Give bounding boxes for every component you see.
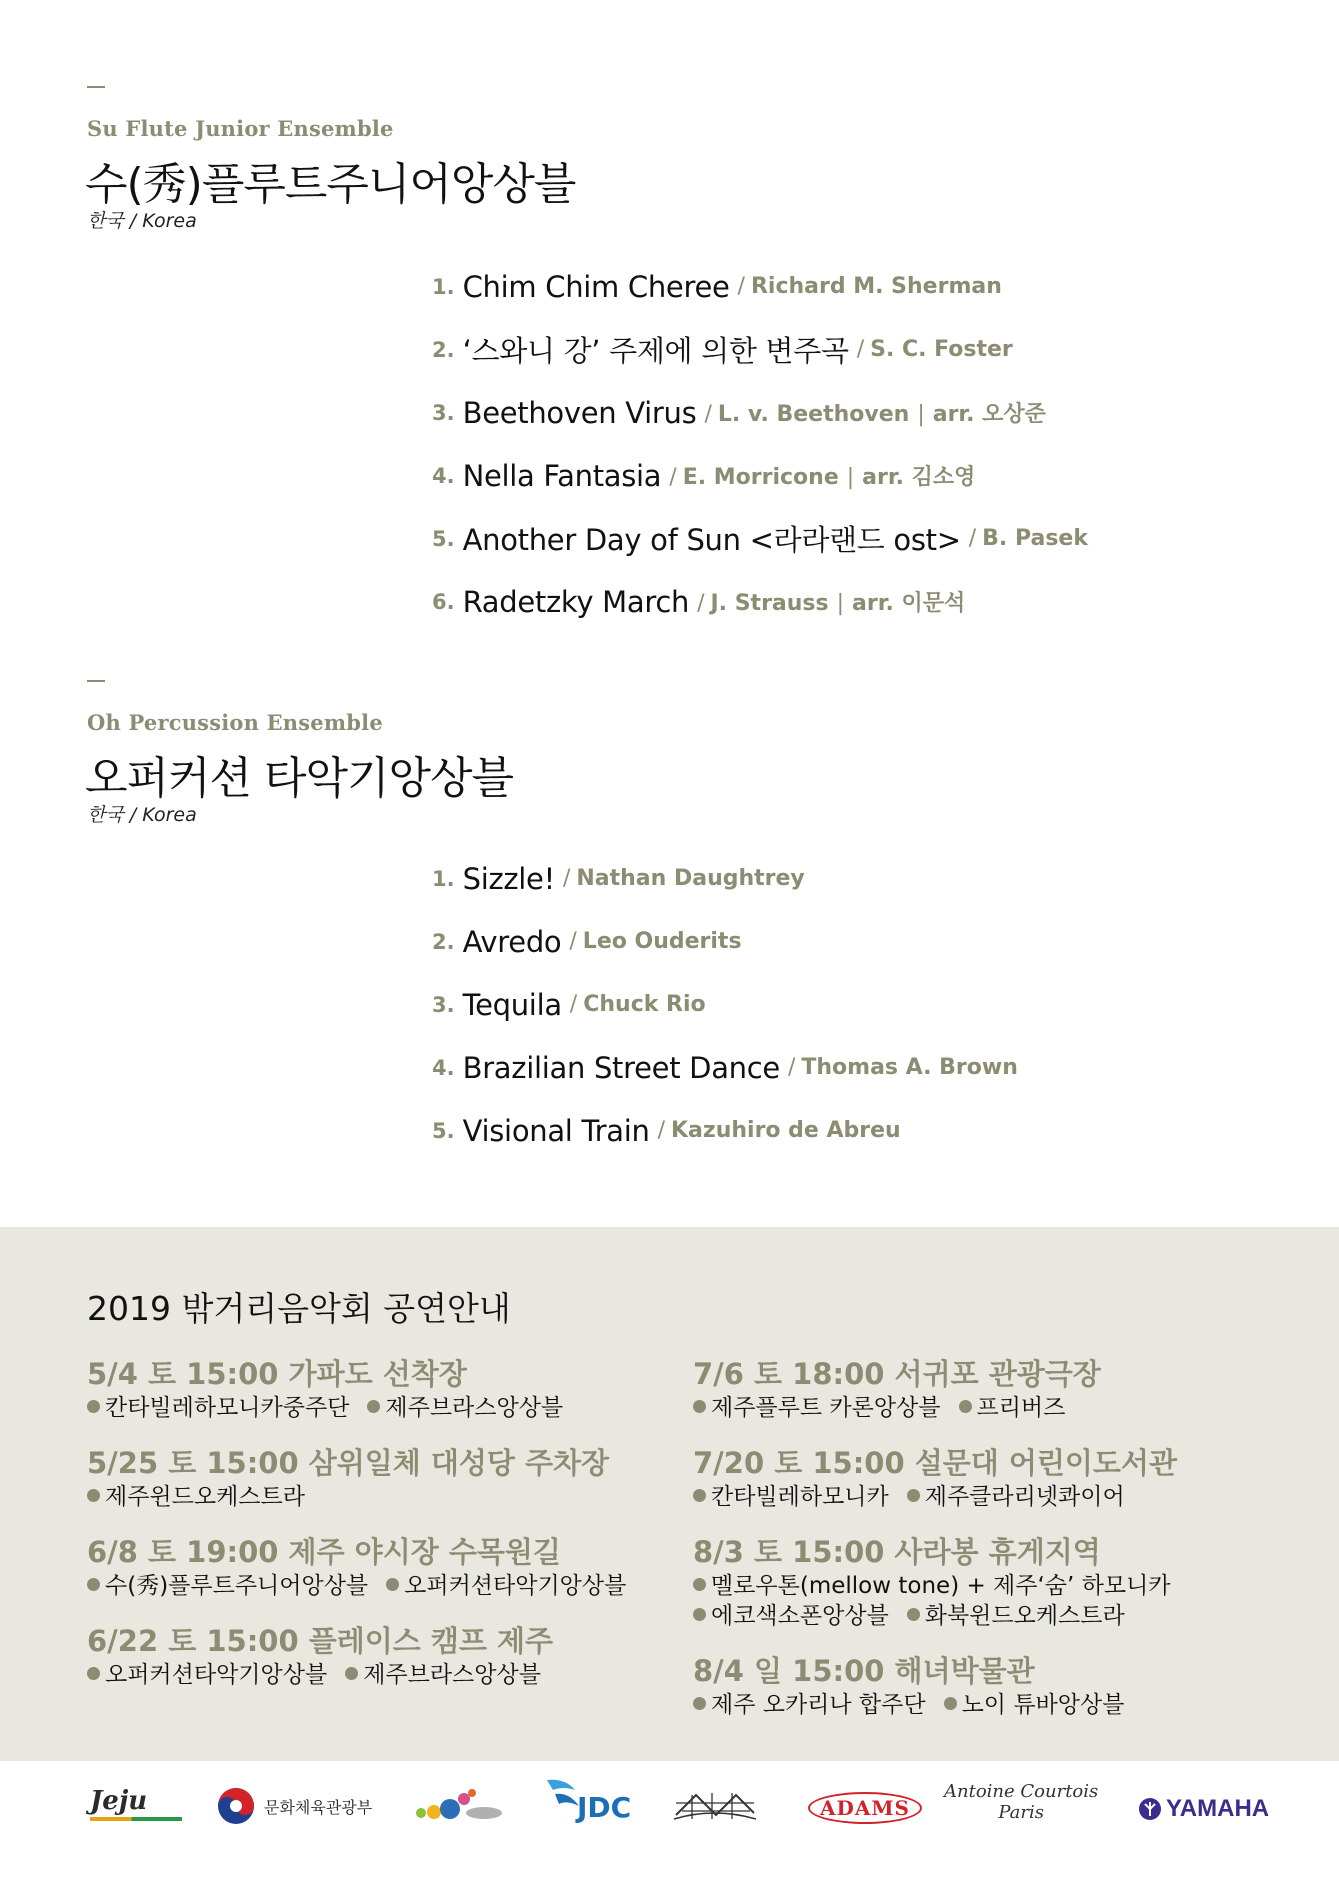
program-title: Nella Fantasia bbox=[462, 458, 662, 493]
performer-name: 수(秀)플루트주니어앙상블 bbox=[87, 1571, 368, 1601]
performer-name: 제주윈드오케스트라 bbox=[87, 1482, 305, 1512]
ensemble-2-korean-name: 오퍼커션 타악기앙상블 bbox=[85, 753, 514, 804]
credit-slash: / bbox=[697, 591, 705, 616]
program-arranger: arr. 김소영 bbox=[862, 465, 976, 490]
credit-slash: / bbox=[787, 1055, 796, 1080]
program-item bbox=[432, 847, 1018, 910]
color-dots-logo bbox=[412, 1785, 508, 1825]
sponsor-logo-bar bbox=[0, 1761, 1339, 1890]
section-divider-dash bbox=[87, 680, 105, 682]
program-title: Tequila bbox=[462, 987, 562, 1022]
program-item bbox=[432, 570, 1088, 633]
jeju-logo-underline bbox=[90, 1817, 182, 1821]
schedule-right-column bbox=[693, 1355, 1189, 1741]
schedule-entry bbox=[693, 1533, 1189, 1631]
program-number: 3. bbox=[432, 400, 455, 425]
schedule-date-venue: 7/6 토 18:00 서귀포 관광극장 bbox=[693, 1357, 1101, 1391]
program-composer: J. Strauss bbox=[710, 591, 829, 616]
credit-slash: / bbox=[562, 866, 571, 891]
program-title: Another Day of Sun <라라랜드 ost> bbox=[462, 523, 961, 557]
performer-name: 제주브라스앙상블 bbox=[367, 1393, 563, 1423]
schedule-performers bbox=[693, 1571, 1189, 1601]
performer-name: 멜로우톤(mellow tone) + 제주‘숨’ 하모니카 bbox=[693, 1571, 1171, 1601]
program-composer: Chuck Rio bbox=[583, 992, 706, 1017]
program-item bbox=[432, 1099, 1018, 1162]
brass-ensemble-logo bbox=[672, 1789, 758, 1823]
taegeuk-icon bbox=[217, 1787, 255, 1825]
antoine-paris-text: Paris bbox=[998, 1802, 1044, 1823]
performer-name: 오퍼커션타악기앙상블 bbox=[87, 1660, 327, 1690]
schedule-performers bbox=[87, 1393, 644, 1423]
program-item bbox=[432, 381, 1088, 444]
program-item bbox=[432, 444, 1088, 507]
program-composer: B. Pasek bbox=[982, 526, 1088, 551]
schedule-performers bbox=[87, 1571, 644, 1601]
credit-separator: | bbox=[917, 402, 925, 427]
antoine-courtois-logo bbox=[944, 1781, 1098, 1823]
ensemble-1-korean-name: 수(秀)플루트주니어앙상블 bbox=[85, 159, 576, 210]
program-item bbox=[432, 507, 1088, 570]
program-number: 1. bbox=[432, 866, 455, 891]
program-credit bbox=[697, 586, 965, 617]
program-credit bbox=[738, 274, 1002, 299]
schedule-performers bbox=[87, 1660, 644, 1690]
program-composer: S. C. Foster bbox=[870, 337, 1013, 362]
ministry-name: 문화체육관광부 bbox=[264, 1797, 373, 1817]
credit-slash: / bbox=[968, 526, 977, 551]
program-title: Radetzky March bbox=[462, 584, 690, 619]
schedule-entry bbox=[87, 1355, 644, 1423]
program-credit bbox=[658, 1118, 901, 1143]
tuning-fork-icon bbox=[1138, 1797, 1162, 1821]
credit-slash: / bbox=[704, 402, 712, 427]
credit-separator: | bbox=[846, 465, 855, 490]
program-arranger: arr. 이문석 bbox=[852, 591, 966, 616]
schedule-entry bbox=[87, 1622, 644, 1690]
program-number: 4. bbox=[432, 1055, 455, 1080]
schedule-performers bbox=[693, 1601, 1189, 1631]
performer-name: 제주브라스앙상블 bbox=[345, 1660, 541, 1690]
schedule-date-venue: 5/25 토 15:00 삼위일체 대성당 주차장 bbox=[87, 1446, 610, 1480]
program-item bbox=[432, 1036, 1018, 1099]
performer-name: 노이 튜바앙상블 bbox=[944, 1690, 1125, 1720]
program-composer: Nathan Daughtrey bbox=[576, 866, 805, 891]
program-composer: L. v. Beethoven bbox=[717, 402, 910, 427]
yamaha-text: YAMAHA bbox=[1166, 1795, 1270, 1822]
program-title: Avredo bbox=[462, 924, 562, 959]
performer-name: 칸타빌레하모니카중주단 bbox=[87, 1393, 349, 1423]
adams-logo bbox=[808, 1792, 922, 1824]
performer-name: 칸타빌레하모니카 bbox=[693, 1482, 889, 1512]
program-credit bbox=[570, 992, 706, 1017]
credit-slash: / bbox=[569, 992, 578, 1017]
schedule-performers bbox=[693, 1393, 1189, 1423]
jeju-logo-text: Jeju bbox=[90, 1786, 148, 1816]
program-number: 5. bbox=[432, 1118, 455, 1143]
performer-name: 오퍼커션타악기앙상블 bbox=[386, 1571, 626, 1601]
performer-name: 제주클라리넷콰이어 bbox=[907, 1482, 1125, 1512]
program-number: 6. bbox=[432, 589, 455, 614]
schedule-date-venue: 6/8 토 19:00 제주 야시장 수목원길 bbox=[87, 1535, 561, 1569]
ensemble-1-country: 한국 / Korea bbox=[87, 210, 197, 232]
schedule-heading: 2019 밖거리음악회 공연안내 bbox=[87, 1289, 511, 1328]
program-title: ‘스와니 강’ 주제에 의한 변주곡 bbox=[462, 334, 849, 368]
program-credit bbox=[669, 460, 975, 491]
performer-name: 에코색소폰앙상블 bbox=[693, 1601, 889, 1631]
schedule-entry bbox=[87, 1444, 644, 1512]
schedule-left-column bbox=[87, 1355, 644, 1711]
schedule-date-venue: 8/4 일 15:00 해녀박물관 bbox=[693, 1654, 1035, 1688]
credit-slash: / bbox=[856, 337, 865, 362]
antoine-courtois-text: Antoine Courtois bbox=[944, 1781, 1099, 1802]
credit-separator: | bbox=[836, 591, 845, 616]
performer-name: 제주플루트 카론앙상블 bbox=[693, 1393, 941, 1423]
program-credit bbox=[788, 1055, 1018, 1080]
program-number: 1. bbox=[432, 274, 455, 299]
program-item bbox=[432, 910, 1018, 973]
credit-slash: / bbox=[669, 465, 677, 490]
ensemble-2-english-name: Oh Percussion Ensemble bbox=[87, 710, 383, 735]
schedule-date-venue: 6/22 토 15:00 플레이스 캠프 제주 bbox=[87, 1624, 554, 1658]
performer-name: 화북윈드오케스트라 bbox=[907, 1601, 1125, 1631]
program-composer: Thomas A. Brown bbox=[801, 1055, 1018, 1080]
program-credit bbox=[857, 337, 1013, 362]
program-composer: Richard M. Sherman bbox=[750, 274, 1002, 299]
credit-slash: / bbox=[569, 929, 577, 954]
jdc-logo bbox=[545, 1771, 631, 1824]
color-dots-icon bbox=[412, 1785, 508, 1825]
program-credit bbox=[704, 397, 1045, 428]
adams-text: ADAMS bbox=[808, 1792, 922, 1824]
ensemble-2-program-list bbox=[432, 847, 1018, 1162]
program-title: Chim Chim Cheree bbox=[462, 269, 730, 304]
ensemble-2-country: 한국 / Korea bbox=[87, 804, 197, 826]
program-credit bbox=[563, 866, 805, 891]
program-credit bbox=[969, 526, 1088, 551]
schedule-entry bbox=[693, 1652, 1189, 1720]
program-composer: E. Morricone bbox=[682, 465, 839, 490]
ministry-logo bbox=[217, 1787, 372, 1825]
yamaha-logo bbox=[1138, 1795, 1269, 1823]
program-item bbox=[432, 973, 1018, 1036]
performer-name: 프리버즈 bbox=[959, 1393, 1066, 1423]
program-credit bbox=[569, 929, 741, 954]
credit-slash: / bbox=[737, 274, 745, 299]
program-number: 2. bbox=[432, 337, 455, 362]
schedule-performers bbox=[87, 1482, 644, 1512]
schedule-performers bbox=[693, 1482, 1189, 1512]
schedule-entry bbox=[693, 1355, 1189, 1423]
ensemble-1-program-list bbox=[432, 255, 1088, 633]
program-composer: Kazuhiro de Abreu bbox=[671, 1118, 901, 1143]
program-title: Brazilian Street Dance bbox=[462, 1050, 780, 1085]
instrument-sketch-icon bbox=[672, 1789, 758, 1823]
ensemble-1-english-name: Su Flute Junior Ensemble bbox=[87, 116, 394, 141]
jdc-text: JDC bbox=[577, 1791, 632, 1824]
schedule-date-venue: 8/3 토 15:00 사라봉 휴게지역 bbox=[693, 1535, 1101, 1569]
program-number: 5. bbox=[432, 526, 455, 551]
schedule-date-venue: 7/20 토 15:00 설문대 어린이도서관 bbox=[693, 1446, 1177, 1480]
program-item bbox=[432, 318, 1088, 381]
program-item bbox=[432, 255, 1088, 318]
program-title: Visional Train bbox=[462, 1113, 650, 1148]
schedule-performers bbox=[693, 1690, 1189, 1720]
program-number: 3. bbox=[432, 992, 455, 1017]
schedule-panel bbox=[0, 1227, 1339, 1761]
program-arranger: arr. 오상준 bbox=[932, 402, 1046, 427]
schedule-entry bbox=[87, 1533, 644, 1601]
program-number: 4. bbox=[432, 463, 455, 488]
schedule-entry bbox=[693, 1444, 1189, 1512]
jeju-logo bbox=[90, 1786, 182, 1821]
program-composer: Leo Ouderits bbox=[582, 929, 742, 954]
program-title: Beethoven Virus bbox=[462, 395, 697, 430]
performer-name: 제주 오카리나 합주단 bbox=[693, 1690, 926, 1720]
schedule-date-venue: 5/4 토 15:00 가파도 선착장 bbox=[87, 1357, 467, 1391]
program-number: 2. bbox=[432, 929, 455, 954]
program-title: Sizzle! bbox=[462, 861, 555, 896]
section-divider-dash bbox=[87, 86, 105, 88]
credit-slash: / bbox=[657, 1118, 665, 1143]
